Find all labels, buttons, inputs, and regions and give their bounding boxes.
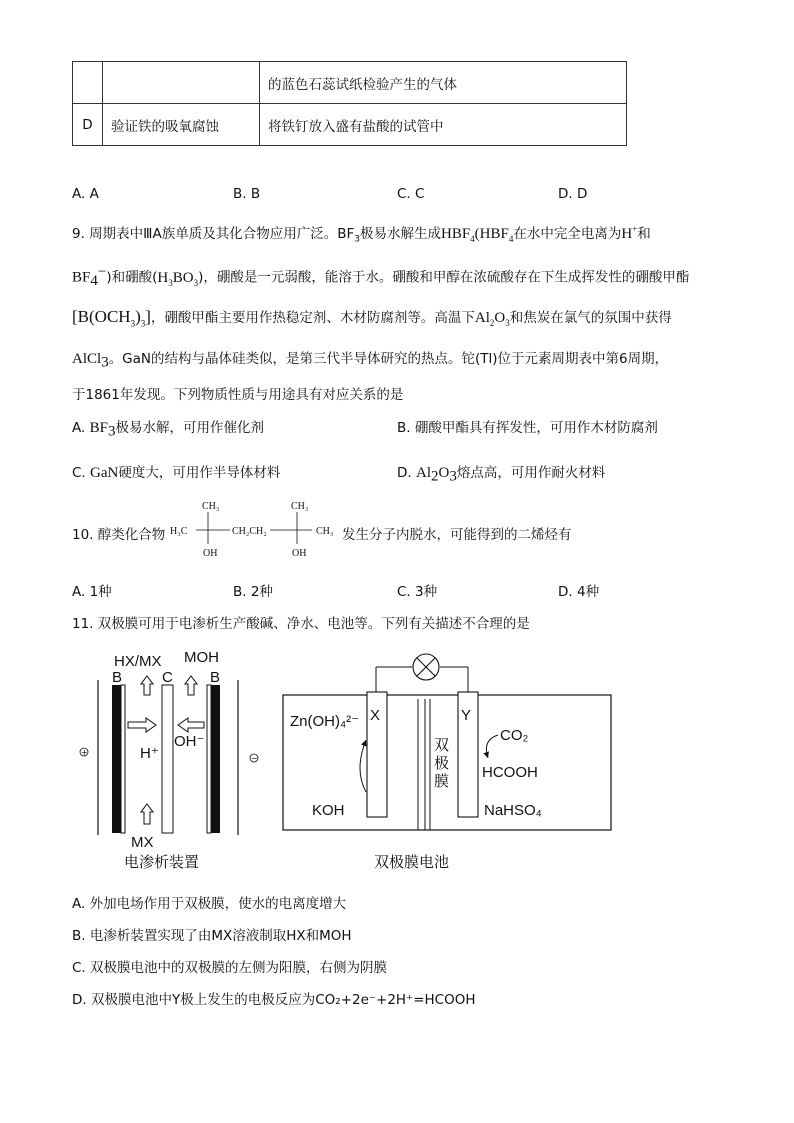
electrode-x-label: X [370, 707, 381, 724]
q9-text: 。GaN的结构与晶体硅类似，是第三代半导体研究的热点。铊(Tl)位于元素周期表中第6周期， [108, 351, 669, 367]
option-chem: Al [415, 465, 431, 481]
option-letter: C. [72, 465, 86, 481]
q10-option-b: B. 2种 [233, 584, 273, 600]
option-letter: A. [72, 420, 86, 436]
co2-label: CO₂ [500, 727, 529, 744]
minus-electrode-sign: − [251, 754, 258, 763]
q9-chem: BF [72, 269, 91, 286]
zincate-label: Zn(OH)₄²⁻ [290, 713, 360, 730]
q9-line-1: 9. 周期表中ⅢA族单质及其化合物应用广泛。$BF_3$极易水解生成$HBF_4(HBF_4$在水中完全电离为H+和 [72, 224, 651, 245]
q11-option-d: D. 双极膜电池中Y极上发生的电极反应为CO₂+2e⁻+2H⁺=HCOOH [72, 992, 476, 1008]
q8-option-b: B. B [233, 186, 261, 202]
q11-option-b: B. 电渗析装置实现了由MX溶液制取HX和MOH [72, 928, 352, 944]
h-plus-label: H⁺ [140, 745, 159, 762]
option-text: 硬度大，可用作半导体材料 [118, 465, 281, 481]
q9-line-5: 于1861年发现。下列物质性质与用途具有对应关系的是 [72, 387, 404, 403]
q9-line-2: $BF_4^-$)和硼酸$(H_3BO_3)$，硼酸是一元弱酸，能溶于水。硼酸和甲醇在浓硫酸存在下生成挥发性的硼酸甲酯 [72, 264, 690, 290]
q8-option-a: A. A [72, 186, 99, 202]
hx-mx-label: HX/MX [114, 653, 162, 670]
q9-line-4: AlCl$_3$。GaN的结构与晶体硅类似，是第三代半导体研究的热点。铊(Tl)位于元素周期表中第6周期， [72, 351, 669, 371]
koh-label: KOH [312, 802, 345, 819]
q9-text: 和焦炭在氯气的氛围中获得 [509, 310, 672, 326]
diol-structure [166, 496, 346, 564]
q9-option-d: D. $Al_2O_3$熔点高，可用作耐火材料 [397, 465, 606, 485]
structure-label: CH₃ [202, 501, 220, 512]
option-letter: D. [397, 465, 412, 481]
option-text: 熔点高，可用作耐火材料 [456, 465, 606, 481]
q9-text: 在水中完全电离为 [513, 226, 622, 242]
structure-label: CH₂CH₂ [232, 526, 267, 537]
battery-caption: 双极膜电池 [374, 853, 450, 871]
electrodialysis-caption: 电渗析装置 [124, 853, 200, 871]
structure-label: OH [292, 548, 307, 559]
table-cell: 将铁钉放入盛有盐酸的试管中 [260, 104, 627, 146]
membrane-char-2: 极 [434, 754, 450, 772]
membrane-char-1: 双 [434, 736, 450, 754]
table-row [73, 104, 627, 146]
q9-text: 9. 周期表中ⅢA族单质及其化合物应用广泛。BF [72, 226, 355, 242]
table-cell [73, 62, 103, 104]
q9-text: ，硼酸甲酯主要用作热稳定剂、木材防腐剂等。高温下 [150, 310, 475, 326]
moh-label: MOH [184, 649, 219, 666]
bipolar-battery [283, 654, 611, 871]
q9-chem: AlCl [72, 351, 102, 367]
q11-option-c: C. 双极膜电池中的双极膜的左侧为阳膜，右侧为阴膜 [72, 960, 388, 976]
membrane-char-3: 膜 [434, 772, 450, 790]
answer-table [72, 61, 627, 146]
membrane-b-left-label: B [112, 669, 123, 686]
oh-minus-label: OH⁻ [174, 733, 205, 750]
q8-option-d: D. D [558, 186, 588, 202]
membrane-c-label: C [162, 669, 173, 686]
structure-label: H₃C [170, 526, 188, 537]
q9-option-c [72, 461, 280, 482]
nahso4-label: NaHSO₄ [484, 802, 542, 819]
q10-option-c: C. 3种 [397, 584, 438, 600]
structure-label: OH [203, 548, 218, 559]
q9-text: )和硼酸( [106, 269, 158, 286]
table-cell: 验证铁的吸氧腐蚀 [103, 104, 260, 146]
q9-option-a: A. $BF_3$极易水解，可用作催化剂 [72, 420, 264, 440]
plus-electrode-sign: + [81, 748, 88, 757]
q9-line-3: $[B(OCH_3)_3]$，硼酸甲酯主要用作热稳定剂、木材防腐剂等。高温下$Al_2O_3$和焦炭在氯气的氛围中获得 [72, 307, 672, 329]
hcooh-label: HCOOH [482, 764, 538, 781]
q9-text: 极易水解生成 [359, 226, 441, 242]
table-row [73, 62, 627, 104]
table-cell: D [73, 104, 103, 146]
q8-option-c: C. C [397, 186, 425, 202]
q10-option-a: A. 1种 [72, 584, 112, 600]
q10-pre: 10. 醇类化合物 [72, 527, 166, 543]
q10-option-d: D. 4种 [558, 584, 600, 600]
membrane-b-right-label: B [210, 669, 221, 686]
q11-diagrams [70, 640, 710, 880]
structure-label: CH₃ [291, 501, 309, 512]
structure-label: CH₃ [316, 526, 334, 537]
mx-label: MX [131, 834, 154, 851]
option-chem: BF [89, 420, 108, 436]
option-chem: GaN [90, 465, 119, 481]
q9-text: )，硼酸是一元弱酸，能溶于水。硼酸和甲醇在浓硫酸存在下生成挥发性的硼酸甲酯 [198, 269, 690, 286]
q10-post: 发生分子内脱水，可能得到的二烯烃有 [342, 527, 572, 543]
electrodialysis-device [80, 649, 258, 871]
option-text: 极易水解，可用作催化剂 [115, 420, 264, 436]
table-cell: 的蓝色石蕊试纸检验产生的气体 [260, 62, 627, 104]
table-cell [103, 62, 260, 104]
q9-option-b: B. 硼酸甲酯具有挥发性，可用作木材防腐剂 [397, 420, 658, 436]
q11-stem: 11. 双极膜可用于电渗析生产酸碱、净水、电池等。下列有关描述不合理的是 [72, 616, 530, 632]
electrode-y-label: Y [461, 707, 472, 724]
q9-text: 和 [637, 226, 651, 242]
q11-option-a: A. 外加电场作用于双极膜，使水的电离度增大 [72, 896, 347, 912]
